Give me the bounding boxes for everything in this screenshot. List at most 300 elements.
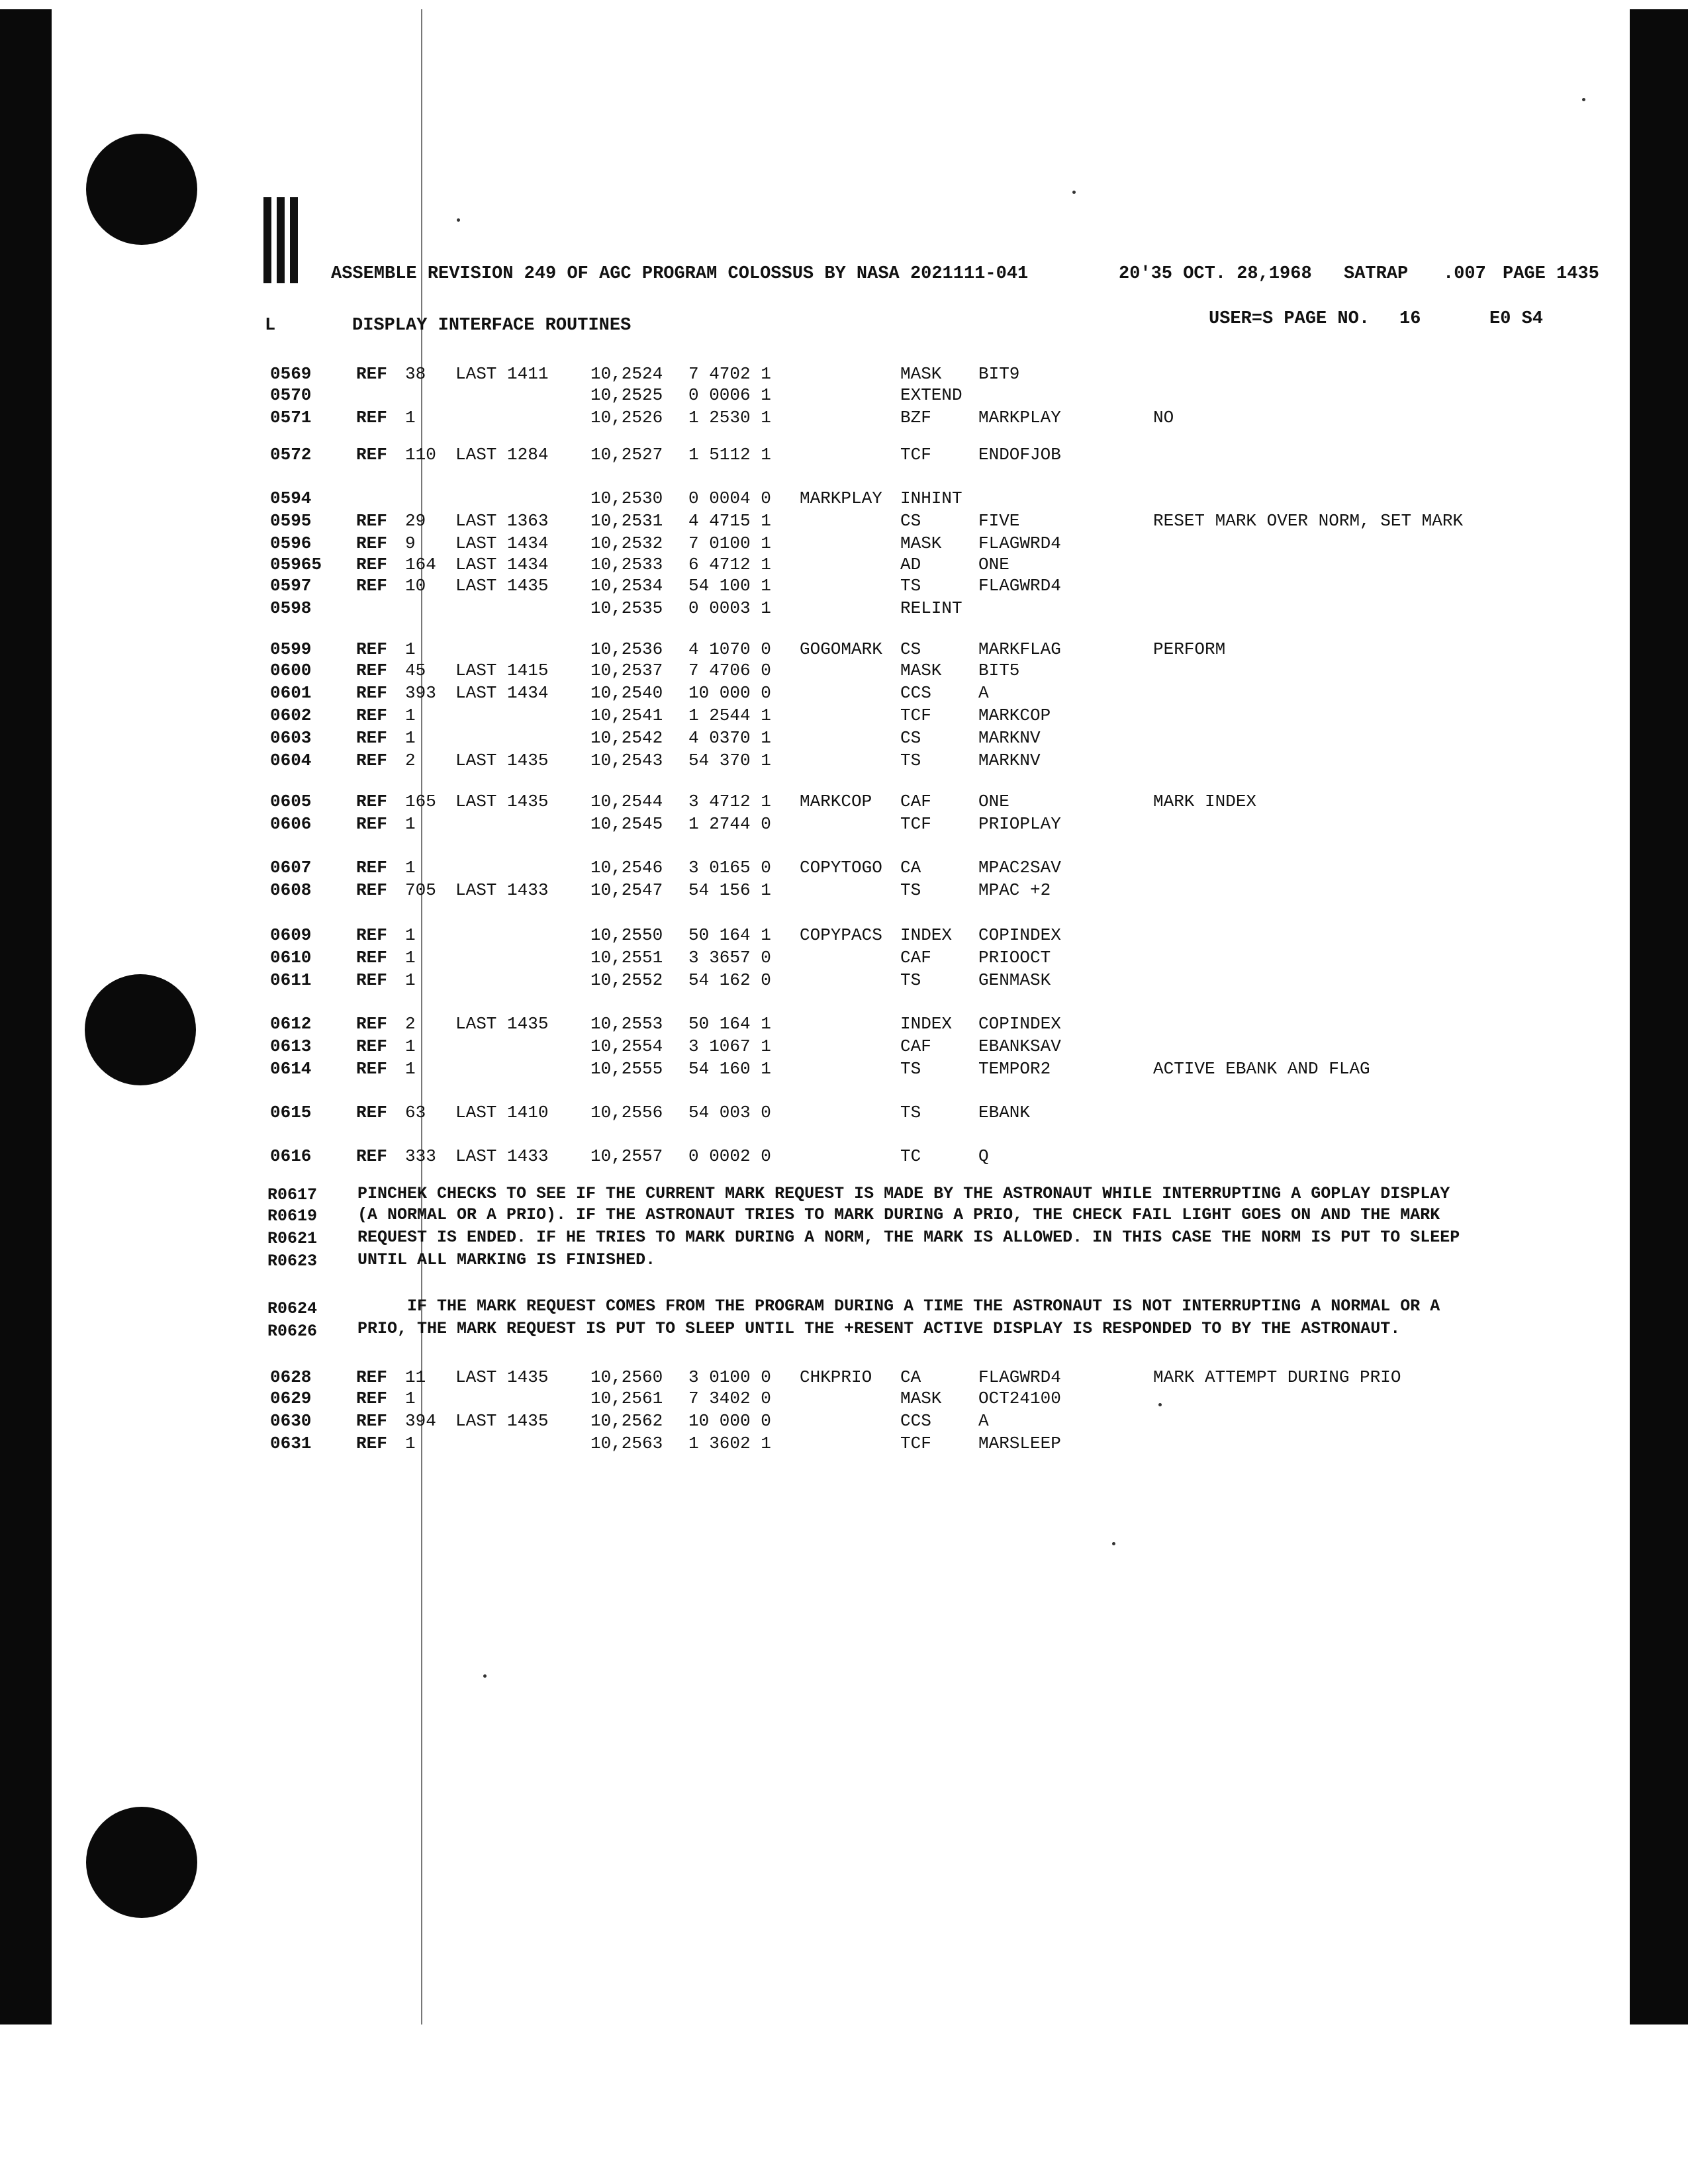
ref-count: 705 bbox=[405, 880, 436, 900]
last-ref: LAST 1363 bbox=[455, 511, 549, 531]
object-word: 1 2744 0 bbox=[688, 814, 771, 834]
ref-tag: REF bbox=[356, 1388, 387, 1408]
last-ref: LAST 1434 bbox=[455, 555, 549, 574]
ref-tag: REF bbox=[356, 1146, 387, 1166]
last-ref: LAST 1434 bbox=[455, 683, 549, 703]
operand: ONE bbox=[978, 792, 1009, 811]
sequence-number: 0571 bbox=[270, 408, 312, 428]
last-ref: LAST 1433 bbox=[455, 1146, 549, 1166]
sequence-number: 0611 bbox=[270, 970, 312, 990]
address: 10,2537 bbox=[590, 660, 663, 680]
opcode: TS bbox=[900, 970, 921, 990]
ref-tag: REF bbox=[356, 1014, 387, 1034]
line-comment: RESET MARK OVER NORM, SET MARK bbox=[1153, 511, 1464, 531]
object-word: 3 3657 0 bbox=[688, 948, 771, 968]
ref-tag: REF bbox=[356, 639, 387, 659]
ref-tag: REF bbox=[356, 576, 387, 596]
scan-speck bbox=[483, 1674, 487, 1678]
opcode: MASK bbox=[900, 1388, 942, 1408]
comment-line: UNTIL ALL MARKING IS FINISHED. bbox=[357, 1250, 656, 1269]
object-word: 1 5112 1 bbox=[688, 445, 771, 465]
object-word: 0 0002 0 bbox=[688, 1146, 771, 1166]
opcode: CS bbox=[900, 728, 921, 748]
ref-count: 1 bbox=[405, 814, 416, 834]
symbol-label: COPYPACS bbox=[800, 925, 882, 945]
ref-count: 45 bbox=[405, 660, 426, 680]
operand: FLAGWRD4 bbox=[978, 576, 1061, 596]
symbol-label: MARKPLAY bbox=[800, 488, 882, 508]
ref-count: 393 bbox=[405, 683, 436, 703]
listing-row bbox=[0, 443, 1688, 466]
comment-seq: R0619 bbox=[267, 1206, 318, 1226]
listing-row bbox=[0, 1035, 1688, 1058]
sequence-number: 0616 bbox=[270, 1146, 312, 1166]
sequence-number: 0569 bbox=[270, 364, 312, 384]
sequence-number: 0598 bbox=[270, 598, 312, 618]
listing-row bbox=[0, 924, 1688, 946]
operand: PRIOOCT bbox=[978, 948, 1051, 968]
address: 10,2544 bbox=[590, 792, 663, 811]
last-ref: LAST 1435 bbox=[455, 751, 549, 770]
operand: COPINDEX bbox=[978, 1014, 1061, 1034]
comment-seq: R0623 bbox=[267, 1251, 318, 1271]
code-label: .007 bbox=[1443, 264, 1486, 284]
listing-row bbox=[0, 553, 1688, 576]
ref-tag: REF bbox=[356, 880, 387, 900]
comment-seq: R0617 bbox=[267, 1185, 318, 1205]
comment-seq: R0626 bbox=[267, 1322, 318, 1341]
opcode: TS bbox=[900, 576, 921, 596]
last-ref: LAST 1435 bbox=[455, 792, 549, 811]
ref-count: 29 bbox=[405, 511, 426, 531]
object-word: 3 0100 0 bbox=[688, 1367, 771, 1387]
sequence-number: 0606 bbox=[270, 814, 312, 834]
address: 10,2561 bbox=[590, 1388, 663, 1408]
listing-row bbox=[0, 749, 1688, 772]
line-comment: MARK INDEX bbox=[1153, 792, 1257, 811]
sequence-number: 0608 bbox=[270, 880, 312, 900]
punch-hole-bottom bbox=[86, 1807, 197, 1918]
ref-tag: REF bbox=[356, 683, 387, 703]
ref-tag: REF bbox=[356, 814, 387, 834]
operand: ENDOFJOB bbox=[978, 445, 1061, 465]
ref-count: 1 bbox=[405, 639, 416, 659]
ref-tag: REF bbox=[356, 858, 387, 878]
comment-line: (A NORMAL OR A PRIO). IF THE ASTRONAUT TRIES TO MARK DURING A PRIO, THE CHECK FAIL LIGHT GOES ON AND THE MARK bbox=[357, 1205, 1440, 1224]
opcode: CA bbox=[900, 1367, 921, 1387]
sequence-number: 0609 bbox=[270, 925, 312, 945]
object-word: 7 3402 0 bbox=[688, 1388, 771, 1408]
ref-tag: REF bbox=[356, 660, 387, 680]
ref-count: 1 bbox=[405, 970, 416, 990]
ref-count: 1 bbox=[405, 1036, 416, 1056]
symbol-label: GOGOMARK bbox=[800, 639, 882, 659]
last-ref: LAST 1284 bbox=[455, 445, 549, 465]
listing-row bbox=[0, 879, 1688, 901]
object-word: 7 0100 1 bbox=[688, 533, 771, 553]
opcode: TS bbox=[900, 1059, 921, 1079]
listing-row bbox=[0, 704, 1688, 727]
address: 10,2563 bbox=[590, 1433, 663, 1453]
opcode: BZF bbox=[900, 408, 931, 428]
listing-row bbox=[0, 790, 1688, 813]
ref-tag: REF bbox=[356, 1103, 387, 1122]
listing-row bbox=[0, 1432, 1688, 1455]
ref-count: 1 bbox=[405, 858, 416, 878]
sequence-number: 0572 bbox=[270, 445, 312, 465]
object-word: 7 4706 0 bbox=[688, 660, 771, 680]
ref-count: 1 bbox=[405, 408, 416, 428]
sequence-number: 0613 bbox=[270, 1036, 312, 1056]
object-word: 3 4712 1 bbox=[688, 792, 771, 811]
ref-tag: REF bbox=[356, 705, 387, 725]
ref-tag: REF bbox=[356, 1433, 387, 1453]
operand: ONE bbox=[978, 555, 1009, 574]
address: 10,2560 bbox=[590, 1367, 663, 1387]
ref-tag: REF bbox=[356, 511, 387, 531]
address: 10,2556 bbox=[590, 1103, 663, 1122]
object-word: 0 0004 0 bbox=[688, 488, 771, 508]
ref-tag: REF bbox=[356, 364, 387, 384]
listing-row bbox=[0, 532, 1688, 555]
ref-tag: REF bbox=[356, 408, 387, 428]
ref-tag: REF bbox=[356, 925, 387, 945]
address: 10,2550 bbox=[590, 925, 663, 945]
comment-seq: R0621 bbox=[267, 1229, 318, 1248]
ref-count: 1 bbox=[405, 1433, 416, 1453]
ref-tag: REF bbox=[356, 1367, 387, 1387]
object-word: 50 164 1 bbox=[688, 1014, 771, 1034]
object-word: 3 1067 1 bbox=[688, 1036, 771, 1056]
operand: BIT5 bbox=[978, 660, 1020, 680]
operand: BIT9 bbox=[978, 364, 1020, 384]
comment-line: IF THE MARK REQUEST COMES FROM THE PROGRAM DURING A TIME THE ASTRONAUT IS NOT INTERRUPTING A NORMAL OR A bbox=[357, 1297, 1440, 1316]
operand: TEMPOR2 bbox=[978, 1059, 1051, 1079]
sequence-number: 0612 bbox=[270, 1014, 312, 1034]
object-word: 50 164 1 bbox=[688, 925, 771, 945]
object-word: 10 000 0 bbox=[688, 683, 771, 703]
object-word: 4 0370 1 bbox=[688, 728, 771, 748]
opcode: CS bbox=[900, 511, 921, 531]
address: 10,2536 bbox=[590, 639, 663, 659]
satrap-label: SATRAP bbox=[1344, 264, 1409, 284]
object-word: 4 4715 1 bbox=[688, 511, 771, 531]
object-word: 0 0006 1 bbox=[688, 385, 771, 405]
opcode: CCS bbox=[900, 683, 931, 703]
operand: MPAC2SAV bbox=[978, 858, 1061, 878]
page-number: PAGE 1435 bbox=[1503, 264, 1599, 284]
sequence-number: 0603 bbox=[270, 728, 312, 748]
listing-row bbox=[0, 487, 1688, 510]
address: 10,2527 bbox=[590, 445, 663, 465]
ref-tag: REF bbox=[356, 445, 387, 465]
listing-row bbox=[0, 597, 1688, 619]
operand: MARKFLAG bbox=[978, 639, 1061, 659]
operand: GENMASK bbox=[978, 970, 1051, 990]
ref-count: 2 bbox=[405, 751, 416, 770]
listing-row bbox=[0, 363, 1688, 385]
operand: A bbox=[978, 1411, 989, 1431]
address: 10,2532 bbox=[590, 533, 663, 553]
listing-row bbox=[0, 946, 1688, 969]
operand: MARSLEEP bbox=[978, 1433, 1061, 1453]
ref-count: 1 bbox=[405, 1059, 416, 1079]
section-mark: L bbox=[265, 316, 276, 336]
operand: MARKPLAY bbox=[978, 408, 1061, 428]
object-word: 1 2544 1 bbox=[688, 705, 771, 725]
address: 10,2524 bbox=[590, 364, 663, 384]
operand: FLAGWRD4 bbox=[978, 1367, 1061, 1387]
object-word: 54 160 1 bbox=[688, 1059, 771, 1079]
object-word: 6 4712 1 bbox=[688, 555, 771, 574]
sequence-number: 0599 bbox=[270, 639, 312, 659]
ref-count: 2 bbox=[405, 1014, 416, 1034]
sequence-number: 0594 bbox=[270, 488, 312, 508]
sequence-number: 0601 bbox=[270, 683, 312, 703]
listing-row bbox=[0, 1013, 1688, 1035]
last-ref: LAST 1411 bbox=[455, 364, 549, 384]
line-comment: NO bbox=[1153, 408, 1174, 428]
opcode: AD bbox=[900, 555, 921, 574]
sequence-number: 0630 bbox=[270, 1411, 312, 1431]
listing-row bbox=[0, 727, 1688, 749]
comment-line: REQUEST IS ENDED. IF HE TRIES TO MARK DURING A NORM, THE MARK IS ALLOWED. IN THIS CASE THE NORM IS PUT TO SLEEP bbox=[357, 1228, 1460, 1247]
ref-tag: REF bbox=[356, 1036, 387, 1056]
object-word: 0 0003 1 bbox=[688, 598, 771, 618]
operand: COPINDEX bbox=[978, 925, 1061, 945]
ref-count: 164 bbox=[405, 555, 436, 574]
ref-count: 110 bbox=[405, 445, 436, 465]
operand: MPAC +2 bbox=[978, 880, 1051, 900]
sequence-number: 0597 bbox=[270, 576, 312, 596]
ref-count: 1 bbox=[405, 1388, 416, 1408]
ref-count: 11 bbox=[405, 1367, 426, 1387]
listing-row bbox=[0, 1366, 1688, 1388]
scan-speck bbox=[457, 218, 460, 222]
scan-speck bbox=[1072, 191, 1076, 194]
ref-count: 1 bbox=[405, 728, 416, 748]
sequence-number: 0629 bbox=[270, 1388, 312, 1408]
opcode: TS bbox=[900, 751, 921, 770]
timestamp: 20'35 OCT. 28,1968 bbox=[1119, 264, 1312, 284]
object-word: 1 3602 1 bbox=[688, 1433, 771, 1453]
opcode: TC bbox=[900, 1146, 921, 1166]
opcode: CAF bbox=[900, 792, 931, 811]
ref-tag: REF bbox=[356, 970, 387, 990]
operand: FIVE bbox=[978, 511, 1020, 531]
opcode: INDEX bbox=[900, 1014, 953, 1034]
ref-tag: REF bbox=[356, 751, 387, 770]
listing-row bbox=[0, 856, 1688, 879]
listing-row bbox=[0, 969, 1688, 991]
listing-row bbox=[0, 574, 1688, 597]
listing-row bbox=[0, 1101, 1688, 1124]
ref-count: 1 bbox=[405, 705, 416, 725]
operand: EBANK bbox=[978, 1103, 1031, 1122]
object-word: 1 2530 1 bbox=[688, 408, 771, 428]
address: 10,2533 bbox=[590, 555, 663, 574]
listing-row bbox=[0, 813, 1688, 835]
opcode: MASK bbox=[900, 660, 942, 680]
operand: OCT24100 bbox=[978, 1388, 1061, 1408]
operand: PRIOPLAY bbox=[978, 814, 1061, 834]
opcode: CAF bbox=[900, 1036, 931, 1056]
listing-row bbox=[0, 1145, 1688, 1167]
operand: MARKNV bbox=[978, 728, 1041, 748]
opcode: MASK bbox=[900, 364, 942, 384]
object-word: 54 162 0 bbox=[688, 970, 771, 990]
symbol-label: CHKPRIO bbox=[800, 1367, 872, 1387]
sequence-number: 0628 bbox=[270, 1367, 312, 1387]
ref-count: 333 bbox=[405, 1146, 436, 1166]
object-word: 7 4702 1 bbox=[688, 364, 771, 384]
line-comment: ACTIVE EBANK AND FLAG bbox=[1153, 1059, 1370, 1079]
opcode: TCF bbox=[900, 814, 931, 834]
ref-tag: REF bbox=[356, 555, 387, 574]
opcode: CA bbox=[900, 858, 921, 878]
address: 10,2545 bbox=[590, 814, 663, 834]
address: 10,2562 bbox=[590, 1411, 663, 1431]
opcode: MASK bbox=[900, 533, 942, 553]
address: 10,2554 bbox=[590, 1036, 663, 1056]
banner-title: ASSEMBLE REVISION 249 OF AGC PROGRAM COLOSSUS BY NASA 2021111-041 bbox=[331, 264, 1029, 284]
sequence-number: 0604 bbox=[270, 751, 312, 770]
last-ref: LAST 1434 bbox=[455, 533, 549, 553]
operand: MARKCOP bbox=[978, 705, 1051, 725]
ref-count: 10 bbox=[405, 576, 426, 596]
comment-line: PRIO, THE MARK REQUEST IS PUT TO SLEEP UNTIL THE +RESENT ACTIVE DISPLAY IS RESPONDED TO BY THE ASTRONAUT. bbox=[357, 1319, 1401, 1338]
sequence-number: 0615 bbox=[270, 1103, 312, 1122]
line-comment: PERFORM bbox=[1153, 639, 1226, 659]
object-word: 3 0165 0 bbox=[688, 858, 771, 878]
object-word: 54 100 1 bbox=[688, 576, 771, 596]
listing-row bbox=[0, 1410, 1688, 1432]
address: 10,2535 bbox=[590, 598, 663, 618]
address: 10,2542 bbox=[590, 728, 663, 748]
listing-row bbox=[0, 659, 1688, 682]
ref-tag: REF bbox=[356, 1059, 387, 1079]
sequence-number: 0596 bbox=[270, 533, 312, 553]
operand: EBANKSAV bbox=[978, 1036, 1061, 1056]
opcode: TCF bbox=[900, 445, 931, 465]
ref-tag: REF bbox=[356, 728, 387, 748]
ref-tag: REF bbox=[356, 948, 387, 968]
address: 10,2543 bbox=[590, 751, 663, 770]
line-comment: MARK ATTEMPT DURING PRIO bbox=[1153, 1367, 1401, 1387]
ref-count: 394 bbox=[405, 1411, 436, 1431]
object-word: 54 370 1 bbox=[688, 751, 771, 770]
sequence-number: 0614 bbox=[270, 1059, 312, 1079]
last-ref: LAST 1435 bbox=[455, 1411, 549, 1431]
opcode: TCF bbox=[900, 1433, 931, 1453]
last-ref: LAST 1435 bbox=[455, 1367, 549, 1387]
comment-line: PINCHEK CHECKS TO SEE IF THE CURRENT MARK REQUEST IS MADE BY THE ASTRONAUT WHILE INTERRUPTING A GOPLAY DISPLAY bbox=[357, 1184, 1450, 1203]
operand: Q bbox=[978, 1146, 989, 1166]
sequence-number: 0610 bbox=[270, 948, 312, 968]
comment-seq: R0624 bbox=[267, 1299, 318, 1318]
listing-row bbox=[0, 638, 1688, 660]
opcode: INHINT bbox=[900, 488, 962, 508]
opcode: TS bbox=[900, 1103, 921, 1122]
ref-count: 165 bbox=[405, 792, 436, 811]
sequence-number: 0602 bbox=[270, 705, 312, 725]
opcode: TS bbox=[900, 880, 921, 900]
e-code: E0 S4 bbox=[1489, 309, 1544, 329]
address: 10,2552 bbox=[590, 970, 663, 990]
address: 10,2540 bbox=[590, 683, 663, 703]
opcode: EXTEND bbox=[900, 385, 962, 405]
scan-speck bbox=[1112, 1542, 1115, 1545]
sequence-number: 05965 bbox=[270, 555, 322, 574]
address: 10,2553 bbox=[590, 1014, 663, 1034]
address: 10,2526 bbox=[590, 408, 663, 428]
scan-speck bbox=[1582, 98, 1585, 101]
address: 10,2551 bbox=[590, 948, 663, 968]
address: 10,2557 bbox=[590, 1146, 663, 1166]
address: 10,2555 bbox=[590, 1059, 663, 1079]
ref-count: 1 bbox=[405, 948, 416, 968]
section-title: DISPLAY INTERFACE ROUTINES bbox=[352, 316, 632, 336]
punch-hole-top bbox=[86, 134, 197, 245]
sequence-number: 0595 bbox=[270, 511, 312, 531]
listing-row bbox=[0, 1058, 1688, 1080]
ref-count: 38 bbox=[405, 364, 426, 384]
operand: FLAGWRD4 bbox=[978, 533, 1061, 553]
listing-row bbox=[0, 406, 1688, 429]
symbol-label: MARKCOP bbox=[800, 792, 872, 811]
opcode: CCS bbox=[900, 1411, 931, 1431]
sequence-number: 0570 bbox=[270, 385, 312, 405]
address: 10,2547 bbox=[590, 880, 663, 900]
address: 10,2534 bbox=[590, 576, 663, 596]
last-ref: LAST 1410 bbox=[455, 1103, 549, 1122]
opcode: RELINT bbox=[900, 598, 962, 618]
listing-row bbox=[0, 682, 1688, 704]
address: 10,2546 bbox=[590, 858, 663, 878]
scan-speck bbox=[1158, 1403, 1162, 1406]
address: 10,2531 bbox=[590, 511, 663, 531]
listing-row bbox=[0, 1387, 1688, 1410]
listing-row bbox=[0, 510, 1688, 532]
object-word: 54 003 0 bbox=[688, 1103, 771, 1122]
opcode: TCF bbox=[900, 705, 931, 725]
ref-count: 63 bbox=[405, 1103, 426, 1122]
user-page-number: 16 bbox=[1399, 309, 1421, 329]
symbol-label: COPYTOGO bbox=[800, 858, 882, 878]
object-word: 54 156 1 bbox=[688, 880, 771, 900]
user-page-label: USER=S PAGE NO. bbox=[1209, 309, 1370, 329]
object-word: 10 000 0 bbox=[688, 1411, 771, 1431]
ref-count: 9 bbox=[405, 533, 416, 553]
sequence-number: 0631 bbox=[270, 1433, 312, 1453]
operand: MARKNV bbox=[978, 751, 1041, 770]
opcode: CS bbox=[900, 639, 921, 659]
last-ref: LAST 1435 bbox=[455, 1014, 549, 1034]
address: 10,2541 bbox=[590, 705, 663, 725]
opcode: CAF bbox=[900, 948, 931, 968]
object-word: 4 1070 0 bbox=[688, 639, 771, 659]
last-ref: LAST 1415 bbox=[455, 660, 549, 680]
listing-row bbox=[0, 384, 1688, 406]
opcode: INDEX bbox=[900, 925, 953, 945]
ref-count: 1 bbox=[405, 925, 416, 945]
ref-tag: REF bbox=[356, 1411, 387, 1431]
sequence-number: 0600 bbox=[270, 660, 312, 680]
ref-tag: REF bbox=[356, 792, 387, 811]
last-ref: LAST 1435 bbox=[455, 576, 549, 596]
address: 10,2525 bbox=[590, 385, 663, 405]
last-ref: LAST 1433 bbox=[455, 880, 549, 900]
